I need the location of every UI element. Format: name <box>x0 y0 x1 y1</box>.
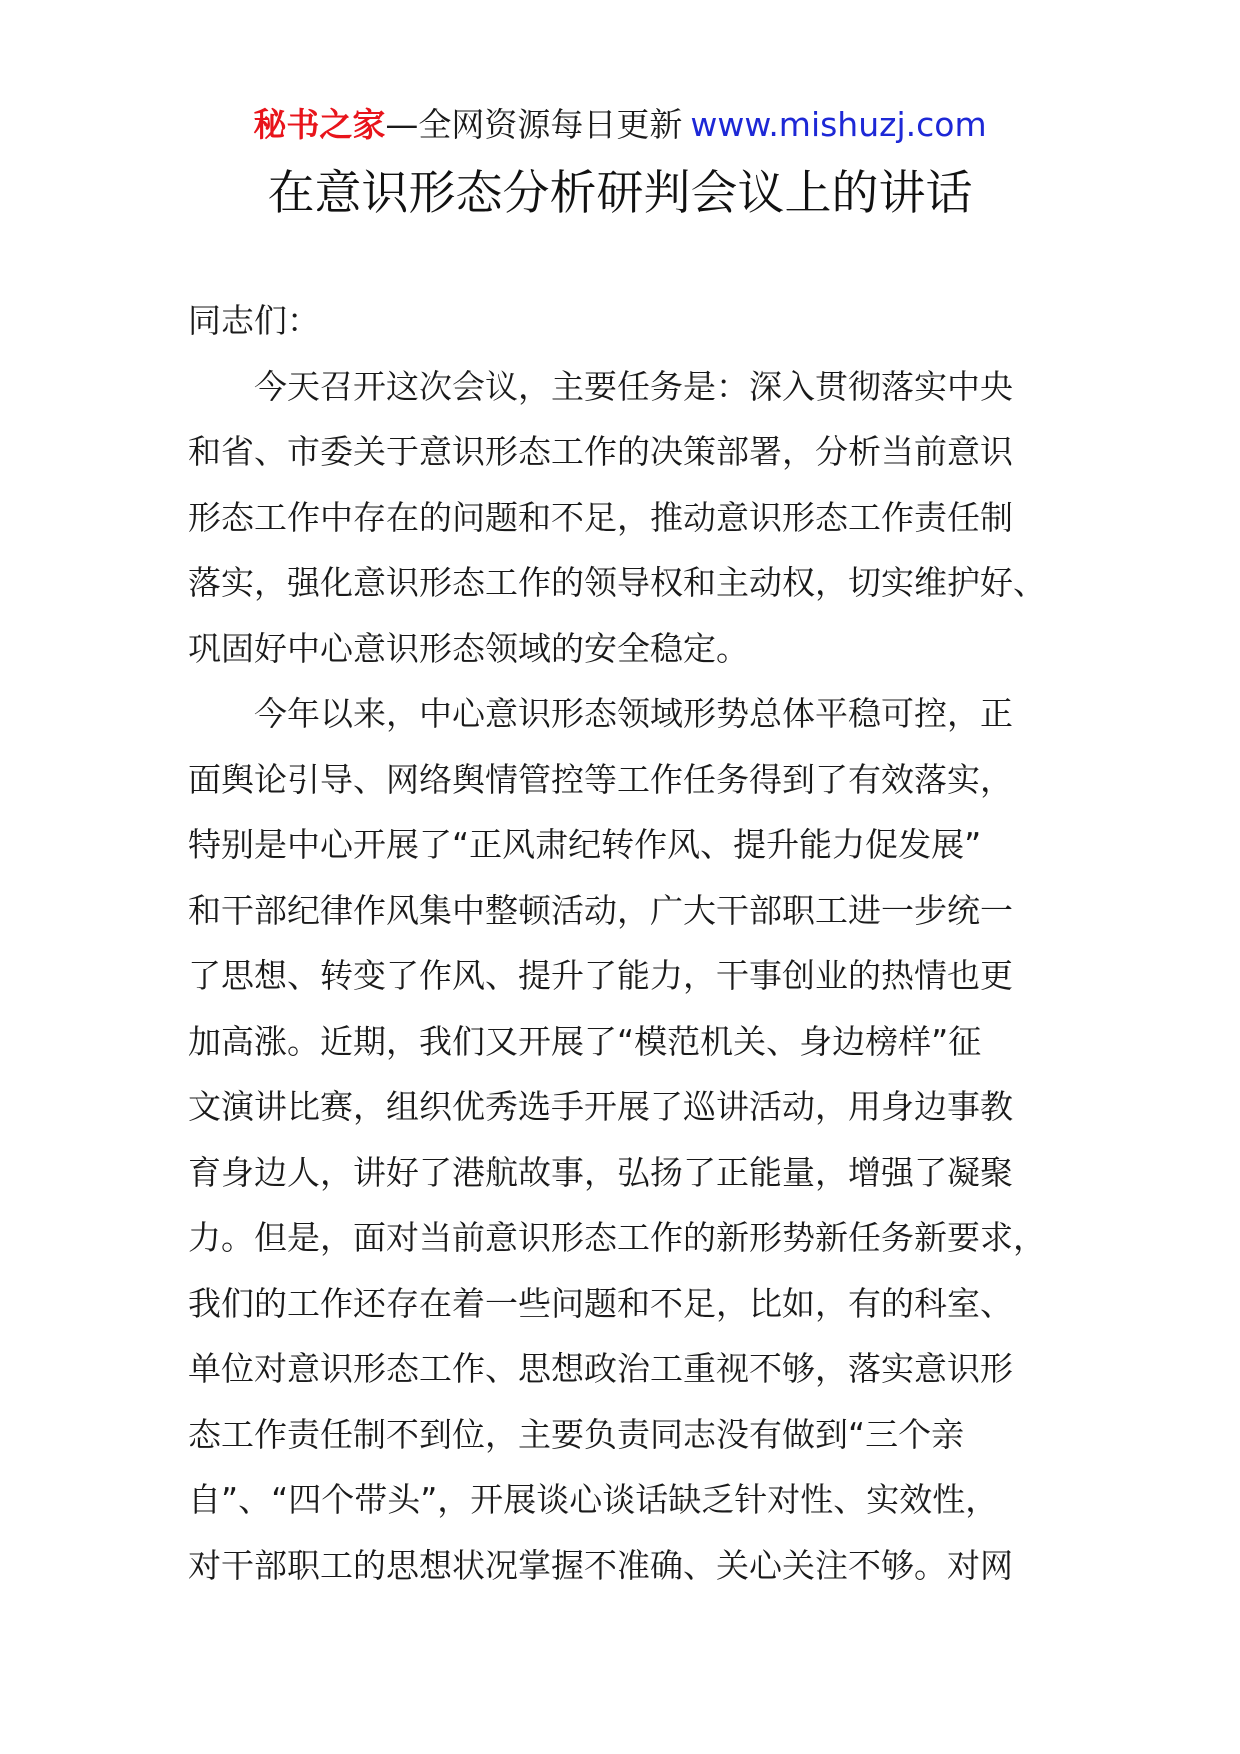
document-title: 在意识形态分析研判会议上的讲话 <box>267 166 973 221</box>
paragraph-line: 特别是中心开展了“正风肃纪转作风、提升能力促发展” <box>188 825 982 864</box>
paragraph-line: 对干部职工的思想状况掌握不准确、关心关注不够。对网 <box>188 1545 1013 1585</box>
paragraph-line: 落实，强化意识形态工作的领导权和主动权，切实维护好、 <box>188 563 1046 602</box>
paragraph-line: 自”、“四个带头”，开展谈心谈话缺乏针对性、实效性， <box>188 1480 999 1519</box>
paragraph-line: 态工作责任制不到位，主要负责同志没有做到“三个亲 <box>188 1414 965 1454</box>
salutation: 同志们： <box>188 301 320 340</box>
paragraph-line: 巩固好中心意识形态领域的安全稳定。 <box>188 628 749 668</box>
site-header <box>0 100 1240 150</box>
paragraph-line: 力。但是，面对当前意识形态工作的新形势新任务新要求， <box>188 1218 1046 1257</box>
site-url-link[interactable]: www.mishuzj.com <box>690 105 987 144</box>
paragraph-line: 今天召开这次会议，主要任务是：深入贯彻落实中央 <box>254 366 1013 406</box>
paragraph-line: 了思想、转变了作风、提升了能力，干事创业的热情也更 <box>188 956 1013 995</box>
paragraph-line: 形态工作中存在的问题和不足，推动意识形态工作责任制 <box>188 497 1013 537</box>
document-body <box>188 288 1048 1598</box>
paragraph-line: 育身边人，讲好了港航故事，弘扬了正能量，增强了凝聚 <box>188 1152 1013 1192</box>
paragraph-line: 我们的工作还存在着一些问题和不足，比如，有的科室、 <box>188 1283 1013 1323</box>
paragraph-line: 今年以来，中心意识形态领域形势总体平稳可控，正 <box>254 694 1013 733</box>
paragraph-line: 和省、市委关于意识形态工作的决策部署，分析当前意识 <box>188 432 1013 471</box>
paragraph-line: 文演讲比赛，组织优秀选手开展了巡讲活动，用身边事教 <box>188 1087 1013 1126</box>
paragraph-line: 单位对意识形态工作、思想政治工重视不够，落实意识形 <box>188 1349 1013 1388</box>
paragraph-line: 和干部纪律作风集中整顿活动，广大干部职工进一步统一 <box>188 890 1013 930</box>
paragraph-line: 加高涨。近期，我们又开展了“模范机关、身边榜样”征 <box>188 1021 982 1061</box>
paragraph-line: 面舆论引导、网络舆情管控等工作任务得到了有效落实， <box>188 759 1013 799</box>
brand-name: 秘书之家 <box>253 105 386 144</box>
header-slogan: —全网资源每日更新 <box>385 105 683 144</box>
